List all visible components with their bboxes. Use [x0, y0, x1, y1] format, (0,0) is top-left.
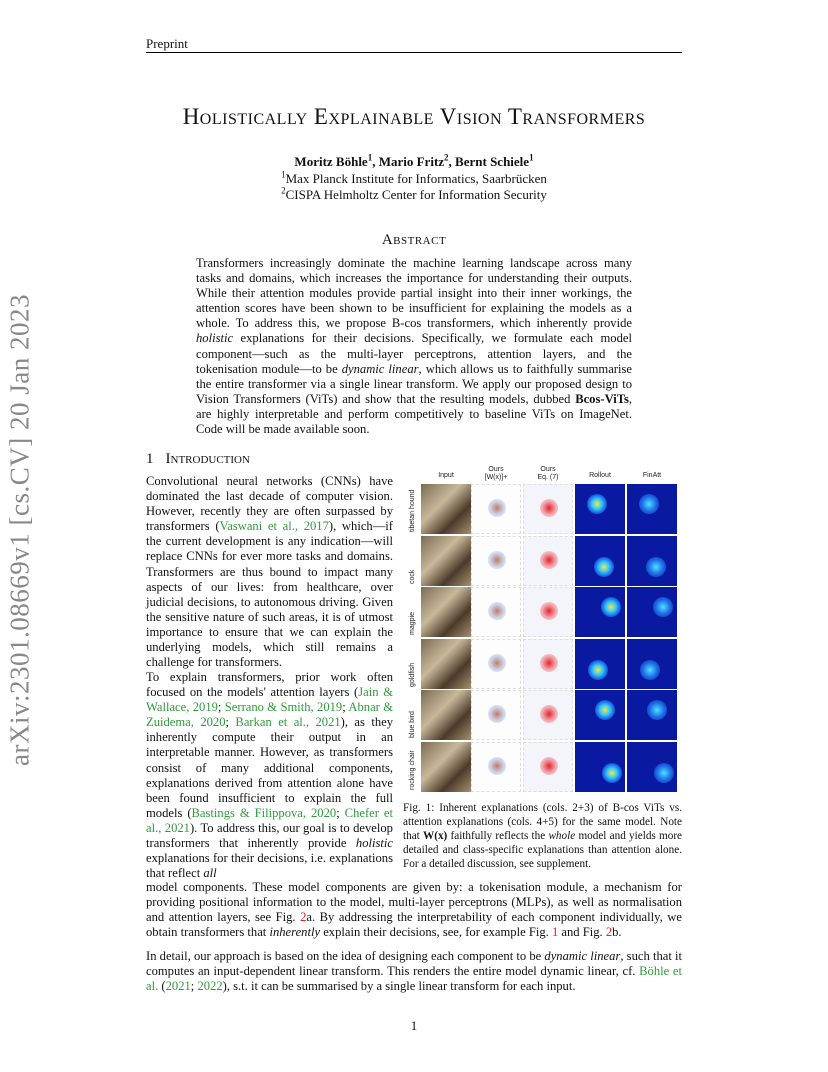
caption-text: faithfully reflects the: [447, 830, 549, 842]
heat-hotspot: [653, 597, 673, 617]
ours-eq-explanation: [523, 742, 573, 792]
figure-caption: [403, 801, 682, 871]
body-text: ;: [342, 700, 349, 715]
affil-mark: 1: [281, 169, 286, 180]
heat-hotspot: [646, 557, 666, 577]
running-header: Preprint: [146, 36, 188, 51]
heat-hotspot: [601, 597, 621, 617]
heat-hotspot: [640, 660, 660, 680]
color-attribution: [488, 551, 506, 569]
rollout-map: [575, 639, 625, 689]
ours-eq-explanation: [523, 639, 573, 689]
finatt-map: [627, 536, 677, 586]
figure-ref-link[interactable]: 1: [551, 925, 559, 940]
ours-w-explanation: [471, 742, 521, 792]
abstract-text: , which allows us to faithfully summarise the entire transformer via a single linear transform. We apply our proposed design to Vision Transformers (ViTs) and show that the resulting models, dubbed: [196, 361, 632, 406]
ours-w-explanation: [471, 536, 521, 586]
body-text: and Fig.: [558, 925, 606, 940]
affil-text: Max Planck Institute for Informatics, Saarbrücken: [285, 171, 547, 186]
rollout-map: [575, 690, 625, 740]
color-attribution: [488, 602, 506, 620]
citation-link[interactable]: Böhle et al.: [146, 964, 682, 994]
caption-math: W(x): [423, 830, 448, 842]
finatt-map: [627, 742, 677, 792]
body-text: model components. These model components are given by: a tokenisation module, a mechanism for providing positional information to the model, multi-layer perceptrons (MLPs), as well as normalisation and attention layers, see Fig.: [146, 880, 682, 925]
ours-w-explanation: [471, 690, 521, 740]
ours-w-explanation: [471, 639, 521, 689]
abstract-body: [196, 256, 632, 437]
section-title: Introduction: [165, 451, 250, 467]
input-image: [421, 484, 471, 534]
author-name: Bernt Schiele: [455, 154, 530, 169]
finatt-map: [627, 639, 677, 689]
row-label: magpie: [409, 612, 416, 635]
input-image: [421, 690, 471, 740]
row-label: blue bird: [409, 711, 416, 738]
input-image: [421, 639, 471, 689]
author-affil-mark: 1: [367, 152, 373, 163]
intro-paragraph-2: [146, 670, 393, 881]
col-header-rollout: Rollout: [589, 472, 611, 479]
body-text: ). To address this, our goal is to develop transformers that inherently provide: [146, 820, 393, 851]
heat-hotspot: [588, 660, 608, 680]
paper-title: Holistically Explainable Vision Transformers: [182, 104, 646, 129]
row-label: cock: [409, 569, 416, 584]
section-heading: [146, 451, 250, 468]
figure-ref-link[interactable]: 2: [300, 910, 307, 925]
figure-ref-link[interactable]: 2: [605, 925, 613, 940]
body-text: Convolutional neural networks (CNNs) have dominated the last decade of computer vision. However, recently they are often surpassed by transformers (: [146, 474, 393, 534]
body-emphasis: inherently: [269, 925, 321, 940]
ours-eq-explanation: [523, 484, 573, 534]
citation-link[interactable]: 2021: [165, 979, 191, 994]
ours-eq-explanation: [523, 587, 573, 637]
input-image: [421, 536, 471, 586]
affil-mark: 2: [281, 185, 286, 196]
color-attribution: [488, 757, 506, 775]
body-emphasis: holistic: [355, 836, 393, 851]
body-text: explanations for their decisions, i.e. explanations that reflect: [146, 851, 393, 881]
heat-hotspot: [647, 700, 667, 720]
row-label: goldfish: [409, 662, 416, 687]
author-affil-mark: 1: [529, 152, 534, 163]
heat-hotspot: [595, 700, 615, 720]
caption-text: model and yields more detailed and class-specific explanations than attention alone. For a detailed discussion, see supplement.: [403, 830, 683, 870]
col-header-ours-eq: Ours Eq. (7): [537, 466, 559, 481]
ours-eq-explanation: [523, 690, 573, 740]
author-name: Mario Fritz: [378, 154, 445, 169]
body-text: (: [158, 979, 166, 994]
rollout-map: [575, 536, 625, 586]
body-text: , such that it computes an input-dependent linear transform. This renders the entire model dynamic linear, cf.: [146, 949, 683, 979]
finatt-map: [627, 587, 677, 637]
col-header-input: Input: [438, 472, 454, 479]
rollout-map: [575, 484, 625, 534]
citation-link[interactable]: Bastings & Filippova, 2020: [191, 805, 337, 820]
body-text: explain their decisions, see, for example Fig.: [320, 925, 552, 940]
heat-hotspot: [594, 557, 614, 577]
citation-link[interactable]: Vaswani et al., 2017: [219, 519, 329, 534]
author-list: [146, 154, 682, 170]
row-label: tibetan hound: [409, 489, 416, 532]
color-attribution: [488, 705, 506, 723]
body-text: ;: [217, 700, 225, 715]
abstract-emphasis: holistic: [196, 331, 234, 346]
red-attribution: [540, 499, 558, 517]
red-attribution: [540, 602, 558, 620]
body-text: To explain transformers, prior work often focused on the models' attention layers (: [146, 670, 393, 700]
finatt-map: [627, 690, 677, 740]
body-text: a. By addressing the interpretability of each component individually, we obtain transformers that: [146, 910, 682, 940]
ours-w-explanation: [471, 587, 521, 637]
body-text: ;: [336, 805, 345, 820]
body-text: ), which—if the current development is any indication—will replace CNNs for ever more tasks and domains. Transformers are thus bound to impact many aspects of our lives: from healthcare, over judicial decisions, to autonomous driving. Given the sensitive nature of such areas, it is of utmost importance to ensure that we can explain the underlying models, which still remains a challenge for transformers.: [146, 519, 393, 670]
abstract-text: explanations for their decisions. Specifically, we formulate each model component—such as the multi-layer perceptrons, attention layers, and the tokenisation module—to be: [196, 331, 632, 376]
arxiv-stamp-text[interactable]: arXiv:2301.08669v1 [cs.CV] 20 Jan 2023: [4, 294, 35, 766]
intro-paragraph-3: [146, 949, 682, 994]
citation-link[interactable]: Abnar & Zuidema, 2020: [146, 700, 394, 730]
body-text: ;: [190, 979, 198, 994]
figure-1: [403, 466, 682, 796]
input-image: [421, 587, 471, 637]
red-attribution: [540, 705, 558, 723]
caption-text: Fig. 1: Inherent explanations (cols. 2+3) of B-cos ViTs vs. attention explanations (cols. 4+5) for the same model. Note that: [403, 802, 682, 842]
author-separator: ,: [448, 154, 456, 169]
rollout-map: [575, 742, 625, 792]
abstract-text: Transformers increasingly dominate the machine learning landscape across many tasks and domains, which increases the importance for understanding their outputs. While their attention modules provide partial insight into their inner workings, the attention scores have been shown to be insufficient for explaining the models as a whole. To address this, we propose B-cos transformers, which inherently provide: [196, 256, 632, 331]
col-header-ours-w: Ours [W(x)]+: [484, 466, 508, 481]
row-label: rocking chair: [409, 749, 416, 790]
author-name: Moritz Böhle: [294, 154, 368, 169]
body-text: ;: [225, 715, 236, 730]
page-number: 1: [410, 1018, 418, 1033]
body-text: b.: [612, 925, 622, 940]
heat-hotspot: [654, 763, 674, 783]
caption-emphasis: whole: [548, 830, 576, 842]
intro-paragraph-2-continued: [146, 880, 682, 940]
author-affil-mark: 2: [444, 152, 449, 163]
header-rule: [146, 52, 682, 53]
author-separator: ,: [372, 154, 379, 169]
body-text: ), s.t. it can be summarised by a single linear transform for each input.: [222, 979, 576, 994]
body-text: In detail, our approach is based on the idea of designing each component to be: [146, 949, 545, 963]
input-image: [421, 742, 471, 792]
heat-hotspot: [587, 494, 607, 514]
body-emphasis: dynamic linear: [544, 949, 621, 963]
col-header-finatt: FinAtt: [642, 472, 662, 479]
red-attribution: [540, 757, 558, 775]
body-text: ), as they inherently compute their output in an interpretable manner. However, as transformers consist of many additional components, explanations derived from attention alone have been found insufficient to explain the full models (: [146, 715, 393, 820]
red-attribution: [540, 551, 558, 569]
affiliation-1: [146, 171, 682, 187]
citation-link[interactable]: 2022: [197, 979, 223, 994]
abstract-emphasis: dynamic linear: [341, 361, 419, 376]
ours-eq-explanation: [523, 536, 573, 586]
body-emphasis: all: [203, 866, 217, 881]
section-number: 1: [146, 451, 154, 467]
heat-hotspot: [639, 494, 659, 514]
rollout-map: [575, 587, 625, 637]
citation-link[interactable]: Chefer et al., 2021: [146, 805, 393, 835]
color-attribution: [488, 654, 506, 672]
heat-hotspot: [602, 763, 622, 783]
abstract-heading: Abstract: [381, 232, 447, 248]
abstract-text: , are highly interpretable and perform competitively to baseline ViTs on ImageNet. Code will be made available soon.: [196, 391, 632, 437]
abstract-bold: Bcos-ViTs: [575, 391, 629, 406]
affiliation-2: [146, 187, 682, 203]
red-attribution: [540, 654, 558, 672]
affil-text: CISPA Helmholtz Center for Information Security: [285, 187, 547, 202]
intro-paragraph-1: [146, 474, 393, 670]
finatt-map: [627, 484, 677, 534]
citation-link[interactable]: Serrano & Smith, 2019: [224, 700, 343, 715]
citation-link[interactable]: Barkan et al., 2021: [235, 715, 341, 730]
color-attribution: [488, 499, 506, 517]
citation-link[interactable]: Jain & Wallace, 2019: [146, 685, 394, 715]
ours-w-explanation: [471, 484, 521, 534]
